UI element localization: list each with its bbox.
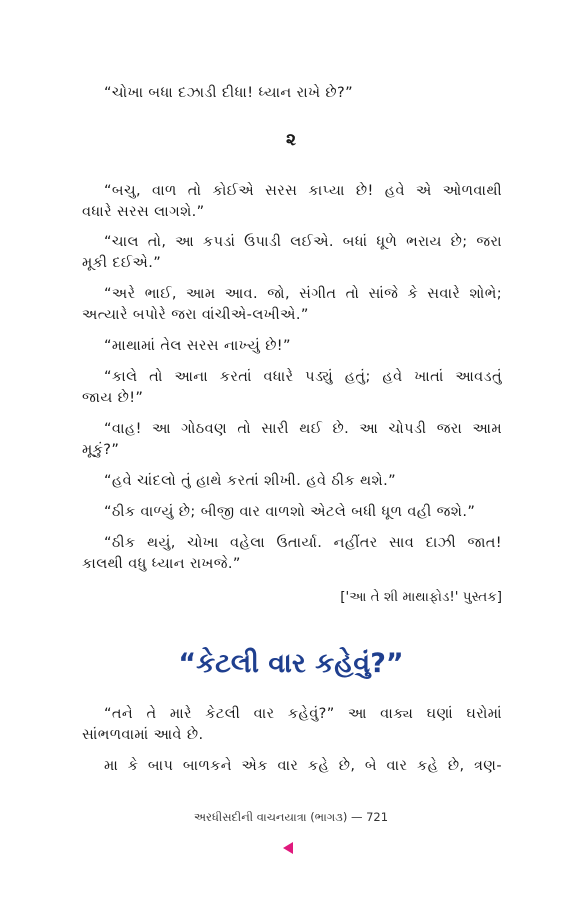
quote-line: “માથામાં તેલ સરસ નાખ્યું છે!” (104, 338, 291, 354)
quote-line: મૂકી દઈએ.” (82, 255, 162, 271)
paragraph-line: “તને તે મારે કેટલી વાર કહેવું?” આ વાક્ય ઘણાં ઘરોમાં (104, 706, 502, 722)
quote-line: મૂકું?” (82, 442, 120, 458)
quote-line: “વાહ! આ ગોઠવણ તો સારી થઈ છે. આ ચોપડી જરા આમ (104, 421, 502, 437)
quote-line: “બચુ, વાળ તો કોઈએ સરસ કાપ્યા છે! હવે એ ઓળવાથી (104, 183, 502, 199)
quote-line: “ઠીક થયું, ચોખા વહેલા ઉતાર્યા. નહીંતર સાવ દાઝી જાત! (104, 535, 502, 551)
article-title: “કેટલી વાર કહેવું?” (178, 648, 404, 679)
section-number: ૨ (286, 130, 296, 150)
quote-line: “ચોખા બધા દઝાડી દીધા! ધ્યાન રાખે છે?” (104, 85, 354, 101)
quote-line: કાલથી વધુ ધ્યાન રાખજે.” (82, 556, 241, 572)
quote-line: “ઠીક વાળ્યું છે; બીજી વાર વાળશો એટલે બધી ધૂળ વહી જશે.” (104, 504, 476, 520)
quote-line: “અરે ભાઈ, આમ આવ. જો, સંગીત તો સાંજે કે સવારે શોભે; (104, 286, 502, 302)
quote-line: વધારે સરસ લાગશે.” (82, 204, 205, 220)
quote-line: “કાલે તો આના કરતાં વધારે પડ્યું હતું; હવે ખાતાં આવડતું (104, 369, 502, 385)
paragraph-line: સાંભળવામાં આવે છે. (82, 727, 204, 743)
quote-line: અત્યારે બપોરે જરા વાંચીએ-લખીએ.” (82, 307, 309, 323)
running-footer: અરધીસદીની વાચનયાત્રા (ભાગ૩) — 721 (193, 810, 389, 824)
previous-page-arrow-icon[interactable] (283, 842, 293, 854)
source-citation: ['આ તે શી માથાફોડ!' પુસ્તક] (340, 589, 502, 605)
quote-line: “હવે ચાંદલો તું હાથે કરતાં શીખી. હવે ઠીક થશે.” (104, 473, 397, 489)
quote-line: “ચાલ તો, આ કપડાં ઉપાડી લઈએ. બધાં ધૂળે ભરાય છે; જરા (104, 234, 502, 250)
paragraph-line: મા કે બાપ બાળકને એક વાર કહે છે, બે વાર કહે છે, ત્રણ- (104, 758, 502, 774)
quote-line: જાય છે!” (82, 390, 144, 406)
